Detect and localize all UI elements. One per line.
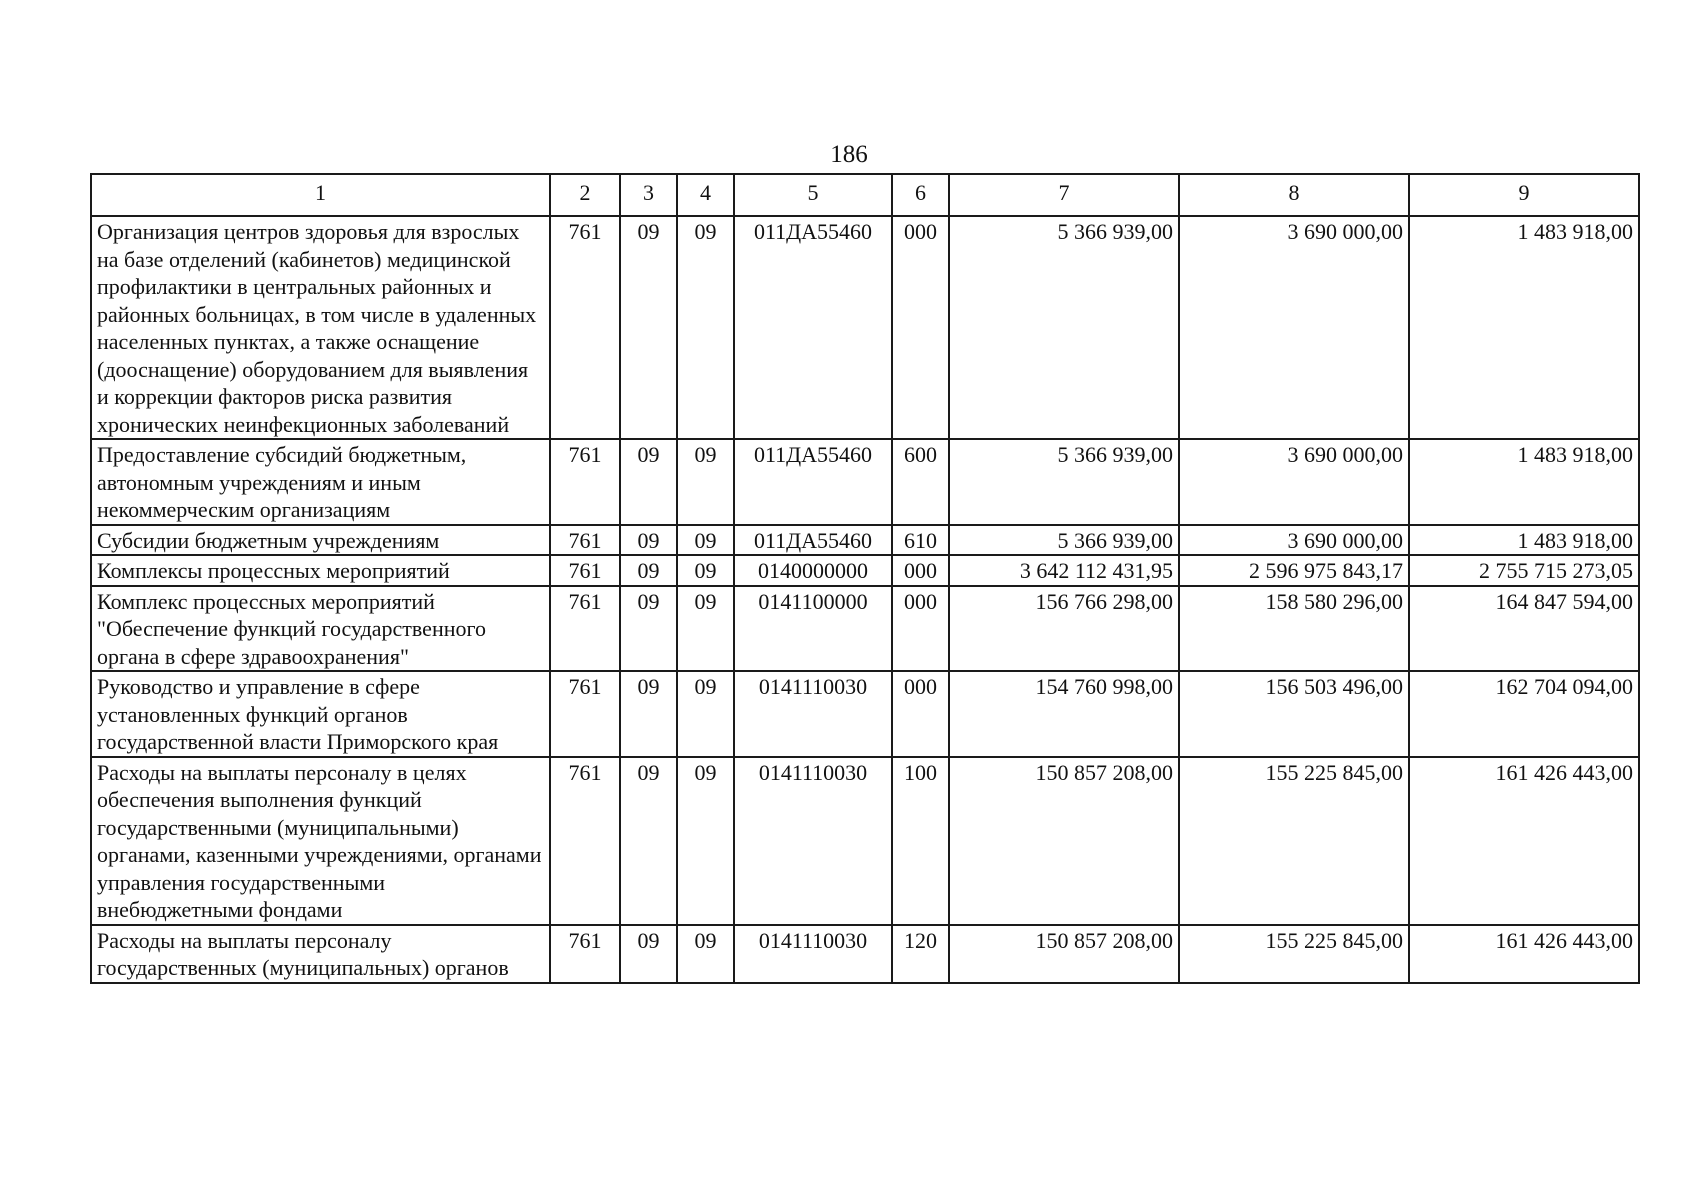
amount-col-7: 5 366 939,00: [949, 216, 1179, 439]
amount-col-7: 5 366 939,00: [949, 525, 1179, 556]
amount-col-9: 1 483 918,00: [1409, 525, 1639, 556]
subsection-code: 09: [677, 525, 734, 556]
amount-col-7: 3 642 112 431,95: [949, 555, 1179, 586]
column-header: 2: [550, 174, 620, 216]
amount-col-7: 150 857 208,00: [949, 757, 1179, 925]
amount-col-7: 150 857 208,00: [949, 925, 1179, 983]
target-article-code: 0141110030: [734, 757, 892, 925]
ministry-code: 761: [550, 757, 620, 925]
subsection-code: 09: [677, 439, 734, 525]
page-number: 186: [830, 141, 868, 168]
column-header: 8: [1179, 174, 1409, 216]
subsection-code: 09: [677, 586, 734, 672]
amount-col-8: 155 225 845,00: [1179, 925, 1409, 983]
header-row: [91, 174, 1639, 216]
subsection-code: 09: [677, 671, 734, 757]
column-header: 3: [620, 174, 677, 216]
amount-col-8: 3 690 000,00: [1179, 525, 1409, 556]
amount-col-7: 154 760 998,00: [949, 671, 1179, 757]
target-article-code: 0141100000: [734, 586, 892, 672]
column-header: 4: [677, 174, 734, 216]
table-row: [91, 757, 1639, 925]
ministry-code: 761: [550, 525, 620, 556]
row-description: Комплекс процессных мероприятий "Обеспечение функций государственного органа в сфере здравоохранения": [91, 586, 550, 672]
ministry-code: 761: [550, 586, 620, 672]
subsection-code: 09: [677, 216, 734, 439]
table-row: [91, 671, 1639, 757]
ministry-code: 761: [550, 671, 620, 757]
row-description: Субсидии бюджетным учреждениям: [91, 525, 550, 556]
table-row: [91, 586, 1639, 672]
amount-col-9: 161 426 443,00: [1409, 757, 1639, 925]
section-code: 09: [620, 525, 677, 556]
amount-col-7: 5 366 939,00: [949, 439, 1179, 525]
section-code: 09: [620, 439, 677, 525]
expense-type-code: 120: [892, 925, 949, 983]
amount-col-9: 164 847 594,00: [1409, 586, 1639, 672]
amount-col-9: 162 704 094,00: [1409, 671, 1639, 757]
expense-type-code: 610: [892, 525, 949, 556]
expense-type-code: 100: [892, 757, 949, 925]
amount-col-8: 158 580 296,00: [1179, 586, 1409, 672]
expense-type-code: 000: [892, 555, 949, 586]
ministry-code: 761: [550, 216, 620, 439]
row-description: Расходы на выплаты персоналу государственных (муниципальных) органов: [91, 925, 550, 983]
column-header: 9: [1409, 174, 1639, 216]
amount-col-8: 3 690 000,00: [1179, 439, 1409, 525]
amount-col-9: 1 483 918,00: [1409, 439, 1639, 525]
section-code: 09: [620, 757, 677, 925]
row-description: Руководство и управление в сфере установленных функций органов государственной власти Приморского края: [91, 671, 550, 757]
subsection-code: 09: [677, 757, 734, 925]
table-row: [91, 925, 1639, 983]
target-article-code: 0140000000: [734, 555, 892, 586]
subsection-code: 09: [677, 555, 734, 586]
section-code: 09: [620, 555, 677, 586]
column-header: 5: [734, 174, 892, 216]
expense-type-code: 600: [892, 439, 949, 525]
expense-type-code: 000: [892, 216, 949, 439]
amount-col-7: 156 766 298,00: [949, 586, 1179, 672]
row-description: Расходы на выплаты персоналу в целях обеспечения выполнения функций государственными (муниципальными) органами, казенными учреждениями, органами управления государственными внебюджетными фондами: [91, 757, 550, 925]
subsection-code: 09: [677, 925, 734, 983]
amount-col-9: 2 755 715 273,05: [1409, 555, 1639, 586]
budget-table: [90, 173, 1640, 984]
section-code: 09: [620, 216, 677, 439]
amount-col-8: 3 690 000,00: [1179, 216, 1409, 439]
target-article-code: 011ДА55460: [734, 525, 892, 556]
table-row: [91, 439, 1639, 525]
expense-type-code: 000: [892, 671, 949, 757]
table-row: [91, 525, 1639, 556]
section-code: 09: [620, 586, 677, 672]
column-header: 6: [892, 174, 949, 216]
target-article-code: 011ДА55460: [734, 216, 892, 439]
target-article-code: 0141110030: [734, 671, 892, 757]
row-description: Комплексы процессных мероприятий: [91, 555, 550, 586]
section-code: 09: [620, 925, 677, 983]
amount-col-8: 2 596 975 843,17: [1179, 555, 1409, 586]
amount-col-8: 156 503 496,00: [1179, 671, 1409, 757]
ministry-code: 761: [550, 555, 620, 586]
target-article-code: 0141110030: [734, 925, 892, 983]
section-code: 09: [620, 671, 677, 757]
amount-col-8: 155 225 845,00: [1179, 757, 1409, 925]
target-article-code: 011ДА55460: [734, 439, 892, 525]
table-row: [91, 555, 1639, 586]
ministry-code: 761: [550, 925, 620, 983]
expense-type-code: 000: [892, 586, 949, 672]
column-header: 7: [949, 174, 1179, 216]
table-row: [91, 216, 1639, 439]
row-description: Организация центров здоровья для взрослых на базе отделений (кабинетов) медицинской профилактики в центральных районных и районных больницах, в том числе в удаленных населенных пунктах, а также оснащение (дооснащение) оборудованием для выявления и коррекции факторов риска развития хронических неинфекционных заболеваний: [91, 216, 550, 439]
row-description: Предоставление субсидий бюджетным, автономным учреждениям и иным некоммерческим организациям: [91, 439, 550, 525]
amount-col-9: 161 426 443,00: [1409, 925, 1639, 983]
column-header: 1: [91, 174, 550, 216]
amount-col-9: 1 483 918,00: [1409, 216, 1639, 439]
ministry-code: 761: [550, 439, 620, 525]
